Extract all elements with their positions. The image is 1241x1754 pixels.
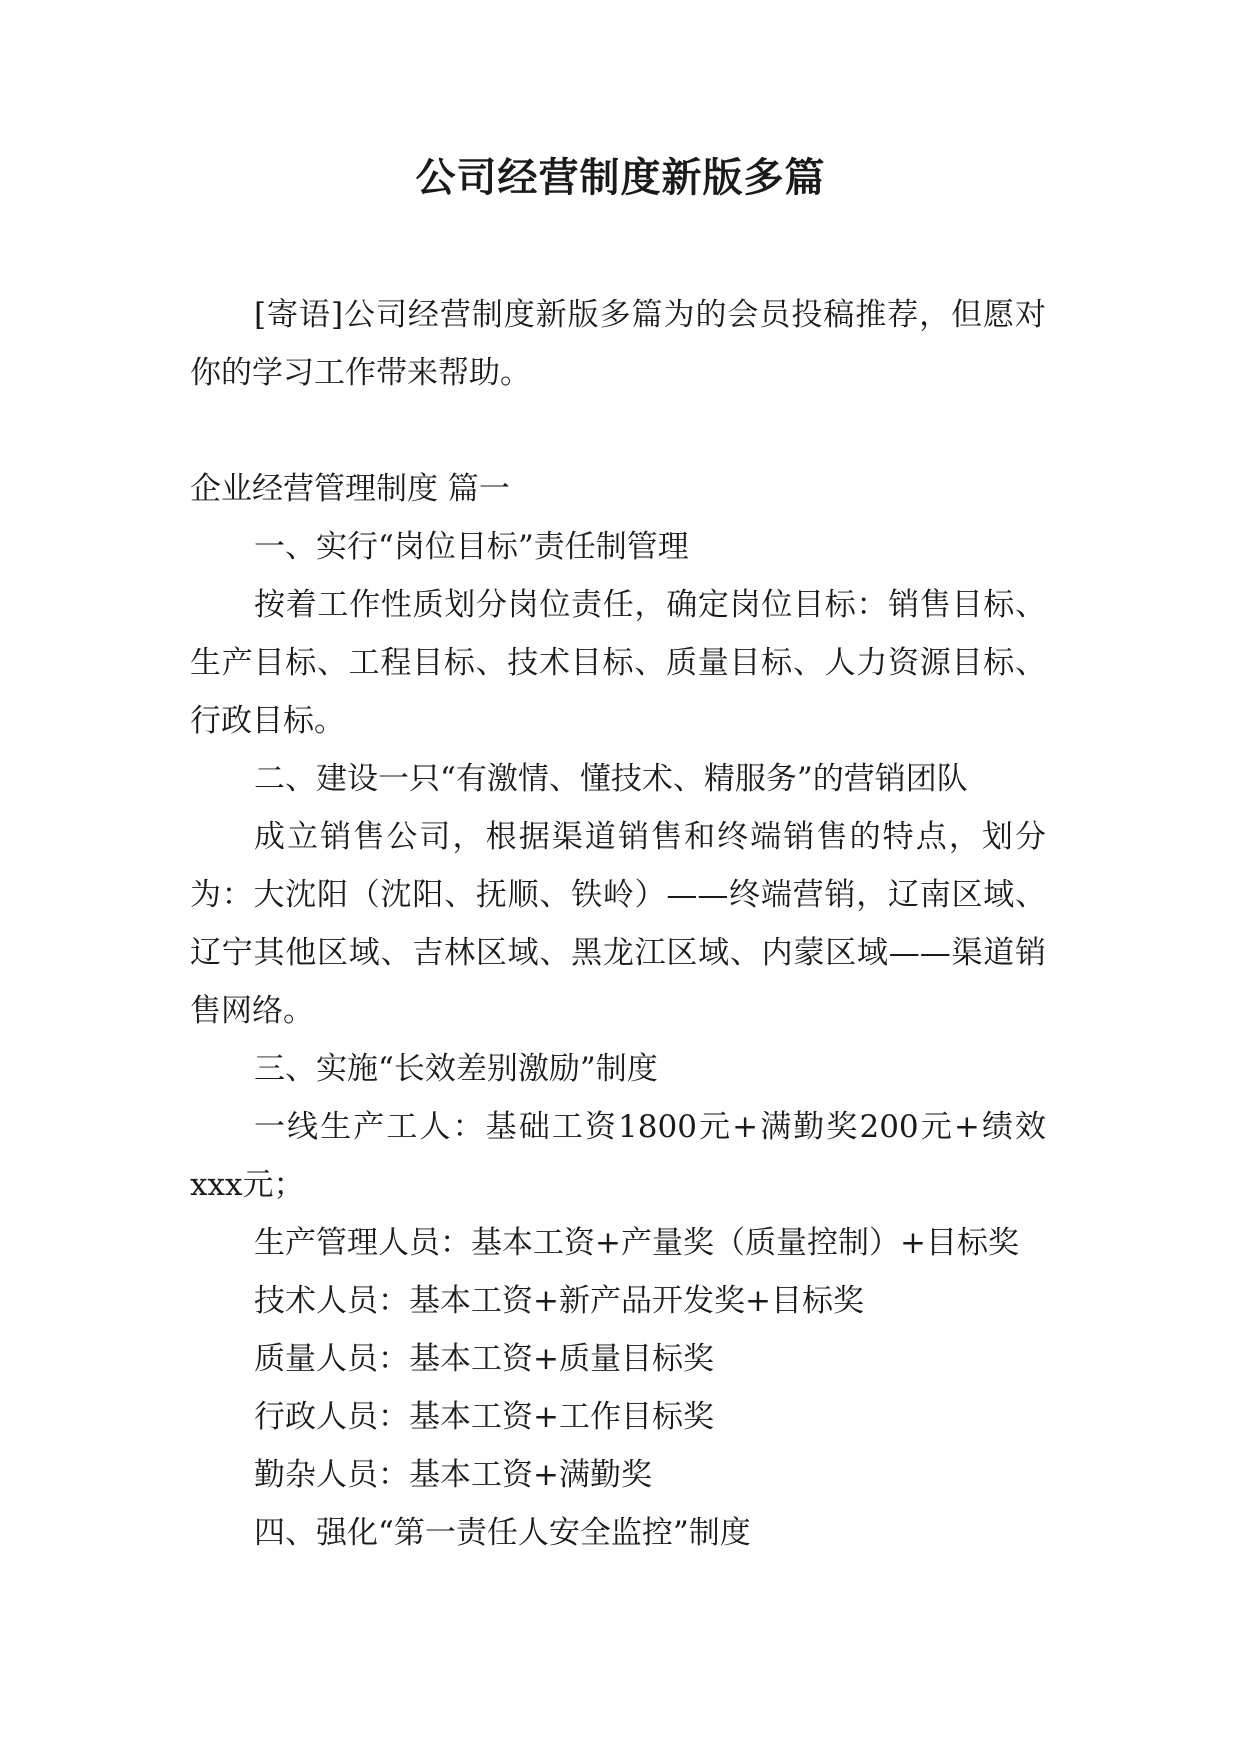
salary-line-technical-staff: 技术人员：基本工资+新产品开发奖+目标奖	[254, 1283, 864, 1319]
salary-line-quality-staff: 质量人员：基本工资+质量目标奖	[254, 1341, 714, 1377]
paragraph-1: 按着工作性质划分岗位责任，确定岗位目标：销售目标、生产目标、工程目标、技术目标、质量目标、人力资源目标、行政目标。	[190, 587, 1046, 739]
document-title: 公司经营制度新版多篇	[415, 155, 826, 201]
heading-1: 一、实行“岗位目标”责任制管理	[254, 529, 689, 565]
salary-line-admin-staff: 行政人员：基本工资+工作目标奖	[254, 1399, 714, 1435]
paragraph-2: 成立销售公司，根据渠道销售和终端销售的特点，划分为：大沈阳（沈阳、抚顺、铁岭）——终端营销，辽南区域、辽宁其他区域、吉林区域、黑龙江区域、内蒙区域——渠道销售网络。	[190, 819, 1046, 1029]
intro-paragraph: [寄语]公司经营制度新版多篇为的会员投稿推荐，但愿对你的学习工作带来帮助。	[190, 297, 1046, 391]
document-body	[190, 286, 1046, 1562]
heading-4: 四、强化“第一责任人安全监控”制度	[254, 1515, 751, 1551]
salary-line-production-managers: 生产管理人员：基本工资+产量奖（质量控制）+目标奖	[254, 1225, 1019, 1261]
salary-line-support-staff: 勤杂人员：基本工资+满勤奖	[254, 1457, 652, 1493]
heading-2: 二、建设一只“有激情、懂技术、精服务”的营销团队	[254, 761, 968, 797]
section-title: 企业经营管理制度 篇一	[190, 471, 510, 507]
salary-line-production-workers: 一线生产工人：基础工资1800元+满勤奖200元+绩效xxx元；	[190, 1109, 1046, 1203]
heading-3: 三、实施“长效差别激励”制度	[254, 1051, 658, 1087]
